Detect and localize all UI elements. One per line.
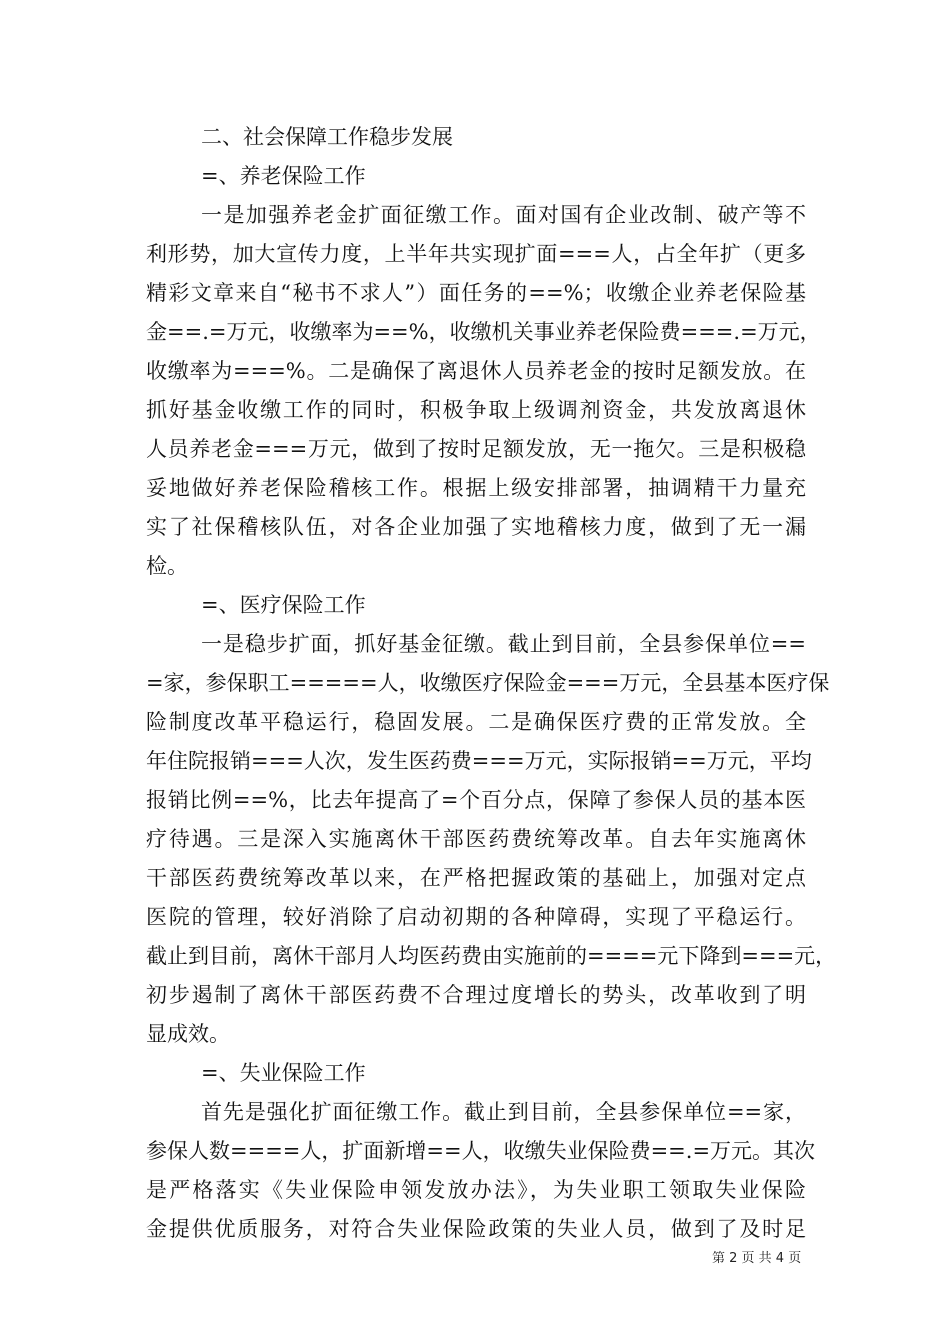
section-heading: =、失业保险工作 <box>201 1061 366 1085</box>
paragraph-line: 显成效。 <box>146 1022 230 1046</box>
paragraph-line: 报销比例==%，比去年提高了=个百分点，保障了参保人员的基本医 <box>146 788 806 812</box>
paragraph-line: 险制度改革平稳运行，稳固发展。二是确保医疗费的正常发放。全 <box>146 710 806 734</box>
paragraph-line: 抓好基金收缴工作的同时，积极争取上级调剂资金，共发放离退休 <box>146 398 806 422</box>
paragraph-line: 金提供优质服务，对符合失业保险政策的失业人员，做到了及时足 <box>146 1217 806 1241</box>
document-body <box>146 118 837 1249</box>
paragraph-line: 妥地做好养老保险稽核工作。根据上级安排部署，抽调精干力量充 <box>146 476 806 500</box>
paragraph-line: 金==.=万元，收缴率为==%，收缴机关事业养老保险费===.=万元， <box>146 320 821 344</box>
section-heading: =、养老保险工作 <box>201 164 366 188</box>
paragraph-line: 截止到目前，离休干部月人均医药费由实施前的====元下降到===元， <box>146 944 837 968</box>
paragraph-line: 医院的管理，较好消除了启动初期的各种障碍，实现了平稳运行。 <box>146 905 806 929</box>
paragraph-line: 利形势，加大宣传力度，上半年共实现扩面===人，占全年扩（更多 <box>146 242 806 266</box>
section-pension <box>146 157 821 586</box>
paragraph-line: 人员养老金===万元，做到了按时足额发放，无一拖欠。三是积极稳 <box>146 437 806 461</box>
paragraph-line: 检。 <box>146 554 188 578</box>
paragraph-line: 一是加强养老金扩面征缴工作。面对国有企业改制、破产等不 <box>201 203 806 227</box>
paragraph-line: 一是稳步扩面，抓好基金征缴。截止到目前，全县参保单位== <box>201 632 806 656</box>
section-medical <box>146 586 837 1054</box>
paragraph-line: 疗待遇。三是深入实施离休干部医药费统筹改革。自去年实施离休 <box>146 827 806 851</box>
page-indicator: 第 2 页 共 4 页 <box>712 1251 802 1266</box>
paragraph-line: =家，参保职工=====人，收缴医疗保险金===万元，全县基本医疗保 <box>146 671 830 695</box>
section-heading: =、医疗保险工作 <box>201 593 366 617</box>
paragraph-line: 精彩文章来自“秘书不求人”）面任务的==%；收缴企业养老保险基 <box>146 281 806 305</box>
paragraph-line: 是严格落实《失业保险申领发放办法》，为失业职工领取失业保险 <box>146 1178 806 1202</box>
section-unemployment <box>146 1054 816 1249</box>
paragraph-line: 干部医药费统筹改革以来，在严格把握政策的基础上，加强对定点 <box>146 866 806 890</box>
paragraph-line: 首先是强化扩面征缴工作。截止到目前，全县参保单位==家， <box>201 1100 806 1124</box>
paragraph-line: 实了社保稽核队伍，对各企业加强了实地稽核力度，做到了无一漏 <box>146 515 806 539</box>
paragraph-line: 收缴率为===%。二是确保了离退休人员养老金的按时足额发放。在 <box>146 359 806 383</box>
paragraph-line: 初步遏制了离休干部医药费不合理过度增长的势头，改革收到了明 <box>146 983 806 1007</box>
paragraph-line: 参保人数====人，扩面新增==人，收缴失业保险费==.=万元。其次 <box>146 1139 816 1163</box>
section-title: 二、社会保障工作稳步发展 <box>201 125 453 149</box>
paragraph-line: 年住院报销===人次，发生医药费===万元，实际报销==万元，平均 <box>146 749 812 773</box>
